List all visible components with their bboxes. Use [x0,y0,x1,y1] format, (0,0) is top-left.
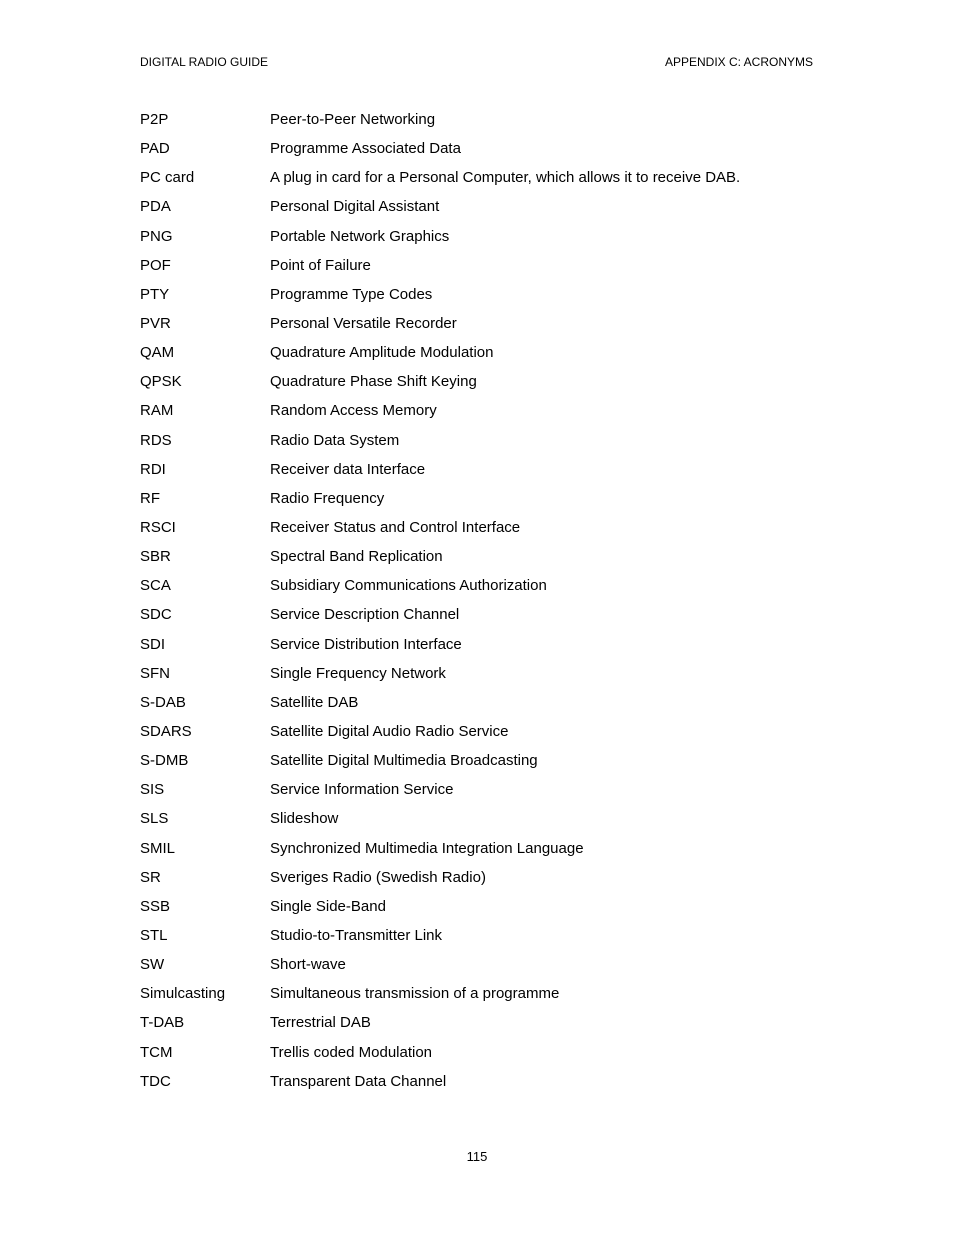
acronym-term: SW [140,956,165,974]
acronym-row [140,138,820,167]
acronym-row [140,488,820,517]
acronym-definition: Receiver Status and Control Interface [270,518,521,536]
acronym-definition: Single Side-Band [270,897,386,915]
acronym-row [140,663,820,692]
acronym-term: PDA [140,198,171,216]
acronym-definition: Radio Frequency [270,489,385,507]
acronym-row [140,400,820,429]
acronym-row [140,896,820,925]
acronym-row [140,634,820,663]
acronym-definition: Programme Type Codes [270,285,433,303]
acronym-definition: A plug in card for a Personal Computer, which allows it to receive DAB. [270,169,741,187]
acronym-definition: Spectral Band Replication [270,548,443,566]
acronym-term: RF [140,489,160,507]
running-header [140,54,813,70]
acronym-term: SDC [140,606,172,624]
acronym-definition: Satellite DAB [270,693,359,711]
acronym-row [140,255,820,284]
acronym-definition: Subsidiary Communications Authorization [270,577,547,595]
page-number: 115 [466,1149,488,1164]
acronym-term: RSCI [140,518,176,536]
acronym-definition: Peer-to-Peer Networking [270,111,436,128]
document-title: DIGITAL RADIO GUIDE [140,55,269,69]
acronym-definition: Portable Network Graphics [270,227,450,245]
acronym-definition: Single Frequency Network [270,664,446,682]
acronym-definition: Terrestrial DAB [270,1014,371,1032]
acronym-term: T-DAB [140,1014,185,1032]
acronym-row [140,313,820,342]
acronym-row [140,604,820,633]
acronym-definition: Trellis coded Modulation [270,1043,433,1061]
acronym-term: SR [140,868,161,886]
acronym-term: RDI [140,460,166,478]
acronym-row [140,808,820,837]
acronym-row [140,867,820,896]
acronym-row [140,109,820,138]
acronym-list [140,109,820,1100]
acronym-definition: Transparent Data Channel [270,1072,447,1090]
acronym-term: PNG [140,227,173,245]
acronym-term: PAD [140,140,170,158]
acronym-definition: Service Distribution Interface [270,635,462,653]
acronym-term: SLS [140,810,169,828]
acronym-definition: Personal Versatile Recorder [270,314,457,332]
acronym-row [140,546,820,575]
acronym-definition: Personal Digital Assistant [270,198,440,216]
acronym-row [140,925,820,954]
acronym-term: QPSK [140,373,182,391]
acronym-definition: Short-wave [270,956,346,974]
acronym-row [140,459,820,488]
acronym-row [140,575,820,604]
acronym-term: SMIL [140,839,176,857]
acronym-row [140,517,820,546]
acronym-row [140,342,820,371]
acronym-definition: Point of Failure [270,256,371,274]
acronym-definition: Simultaneous transmission of a programme [270,985,560,1003]
acronym-definition: Synchronized Multimedia Integration Language [270,839,584,857]
acronym-row [140,692,820,721]
acronym-term: SFN [140,664,170,682]
acronym-row [140,721,820,750]
acronym-row [140,983,820,1012]
acronym-row [140,167,820,196]
acronym-term: SDI [140,635,166,653]
section-title: APPENDIX C: ACRONYMS [664,55,813,69]
acronym-row [140,1071,820,1100]
acronym-definition: Quadrature Amplitude Modulation [270,344,494,362]
acronym-definition: Sveriges Radio (Swedish Radio) [270,868,486,886]
acronym-term: SDARS [140,722,192,740]
acronym-term: PVR [140,314,171,332]
acronym-definition: Radio Data System [270,431,400,449]
acronym-term: S-DAB [140,693,186,711]
acronym-term: RAM [140,402,174,420]
acronym-term: SBR [140,548,171,566]
acronym-term: P2P [140,111,169,128]
acronym-term: TCM [140,1043,173,1061]
acronym-term: RDS [140,431,172,449]
acronym-row [140,1012,820,1041]
acronym-term: SCA [140,577,171,595]
acronym-row [140,954,820,983]
acronym-row [140,284,820,313]
acronym-definition: Random Access Memory [270,402,437,420]
acronym-definition: Satellite Digital Audio Radio Service [270,722,509,740]
acronym-term: STL [140,926,168,944]
acronym-term: SIS [140,781,165,799]
acronym-row [140,430,820,459]
acronym-row [140,196,820,225]
acronym-definition: Quadrature Phase Shift Keying [270,373,477,391]
acronym-term: QAM [140,344,175,362]
acronym-term: Simulcasting [140,985,226,1003]
acronym-row [140,750,820,779]
acronym-definition: Slideshow [270,810,339,828]
acronym-row [140,1042,820,1071]
acronym-term: PC card [140,169,195,187]
acronym-definition: Programme Associated Data [270,140,461,158]
acronym-definition: Satellite Digital Multimedia Broadcasting [270,752,538,770]
acronym-term: SSB [140,897,171,915]
acronym-row [140,779,820,808]
acronym-row [140,371,820,400]
acronym-definition: Studio-to-Transmitter Link [270,926,443,944]
acronym-definition: Service Information Service [270,781,454,799]
acronym-definition: Service Description Channel [270,606,460,624]
acronym-definition: Receiver data Interface [270,460,426,478]
acronym-term: S-DMB [140,752,189,770]
acronym-row [140,226,820,255]
acronym-row [140,838,820,867]
acronym-term: POF [140,256,171,274]
acronym-term: TDC [140,1072,171,1090]
acronym-term: PTY [140,285,170,303]
